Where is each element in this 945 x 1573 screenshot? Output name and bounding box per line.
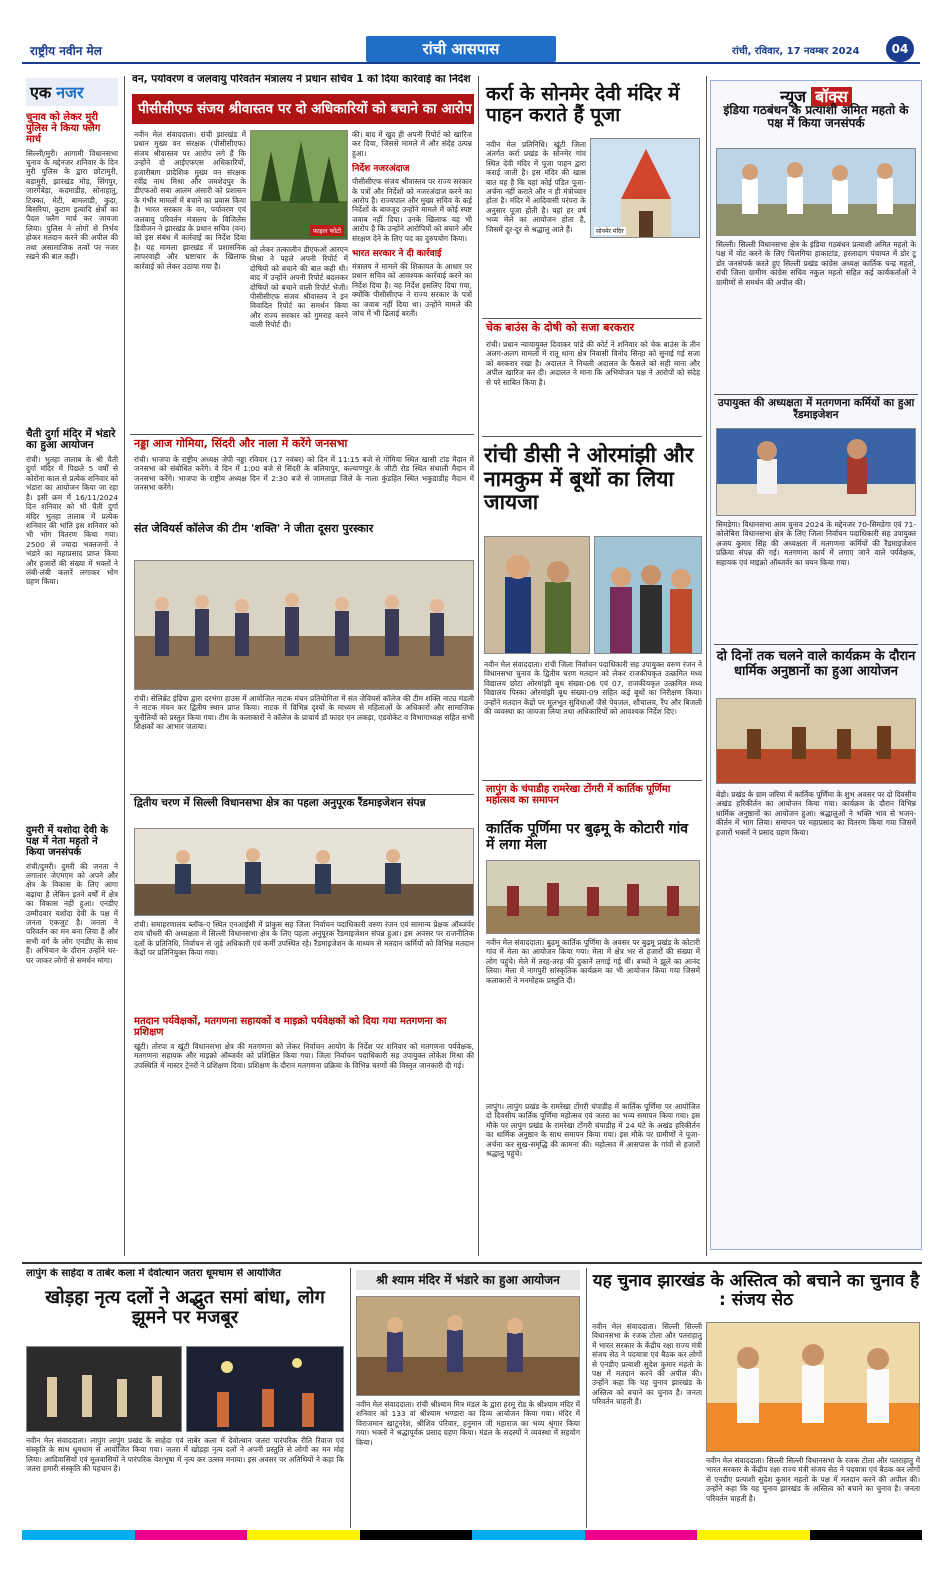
b2-photo bbox=[356, 1296, 580, 1396]
section-divider bbox=[22, 1262, 922, 1264]
b3-headline: यह चुनाव झारखंड के अस्तित्व को बचाने का चुनाव है : संजय सेठ bbox=[592, 1271, 920, 1311]
a4-body-2: खूंटी। तोरपा व खूंटी विधानसभा क्षेत्र की मतगणना को लेकर निर्वाचन आयोग के निर्देश पर शनिवार को मतगणना पर्यवेक्षक, मतगणना सहायक और माइक्रो ऑब्जर्वर को प्रशिक्षित किया गया। जिला निर्वाचन पदाधिकारी सह उपायुक्त लोकेश मिश्रा की उपस्थिति में मास्टर ट्रेनरों ने प्रशिक्षण दिया। प्रशिक्षण के दौरान मतगणना प्रक्रिया के विभिन्न चरणों की विस्तृत जानकारी दी गई। bbox=[134, 1042, 474, 1070]
bhandara-image bbox=[357, 1297, 580, 1396]
a5-body: नवीन मेल प्रतिनिधि। खूंटी जिला अंतर्गत कर्रा प्रखंड के सोनमेर गांव स्थित देवी मंदिर में पूजा पाहन द्वारा कराई जाती है। इस मंदिर की खास बात यह है कि यहां कोई पंडित पूजा-अर्चना नहीं कराते और न ही मंत्रोच्चार होता है। मंदिर में आदिवासी परंपरा के अनुसार पूजा होती है। यहां हर वर्ष भव्य मेले का आयोजन होता है, जिसमें दूर-दूर से श्रद्धालु आते हैं। bbox=[486, 140, 586, 234]
a1-kicker: वन, पर्यावरण व जलवायु परिवर्तन मंत्रालय ने प्रधान सचिव 1 को दिया कार्रवाई का निर्देश bbox=[132, 74, 471, 85]
masthead bbox=[22, 36, 920, 64]
a1-headline-banner bbox=[132, 94, 474, 124]
row-divider bbox=[714, 644, 918, 645]
box-photo-2 bbox=[716, 428, 916, 516]
b1-kicker: लापुंग के साहेदा व ताबेर कला में देवोत्थान जतरा धूमधाम से आयोजित bbox=[26, 1268, 281, 1279]
a5-temple-photo bbox=[590, 138, 700, 238]
b1-body: नवीन मेल संवाददाता। लापुंग लापुंग प्रखंड के साहेदा एवं ताबेर कला में देवोत्थान जतरा पारंपरिक रीति रिवाज एवं संस्कृति के साथ धूमधाम से आयोजित किया गया। जतरा में खोड़हा नृत्य दलों ने अपनी प्रस्तुति से लोगों का मन मोह लिया। आदिवासियों एवं मूलवासियों ने पारंपरिक वेशभूषा में नृत्य कर उत्सव मनाया। इस अवसर पर अतिथियों ने कहा कि जतरा हमारी संस्कृति की पहचान है। bbox=[26, 1436, 344, 1474]
b1-photo-1 bbox=[26, 1346, 182, 1432]
ek-nazar-label bbox=[26, 78, 118, 106]
section-title: रांची आसपास bbox=[422, 40, 500, 58]
rally-image bbox=[707, 1323, 920, 1452]
edition-date: रांची, रविवार, 17 नवम्बर 2024 bbox=[732, 46, 860, 57]
ek-nazar-label-a: एक bbox=[30, 83, 52, 102]
dc-inspection-image bbox=[485, 537, 590, 654]
black-swatch bbox=[810, 1530, 923, 1540]
a1-column-3 bbox=[352, 130, 472, 430]
a1-subhead-2: भारत सरकार ने दी कार्रवाई bbox=[352, 249, 442, 260]
black-swatch bbox=[360, 1530, 473, 1540]
a7-photo-1 bbox=[484, 536, 590, 654]
row-divider bbox=[130, 794, 474, 795]
randomization-meeting-image bbox=[717, 429, 916, 516]
news-box-label-a: न्यूज bbox=[780, 87, 807, 106]
a1-col3-text-b: पीसीसीएफ संजय श्रीवास्तव पर राज्य सरकार के पत्रों और निर्देशों को नजरअंदाज करने का आरोप है। राज्यपाल और मुख्य सचिव के कई निर्देशों के बावजूद उन्होंने मामले में कोई स्पष्ट जवाब नहीं दिया। उनके खिलाफ यह भी आरोप है कि उन्होंने आरोपियों को बचाने और संरक्षण देने के लिए पद का दुरुपयोग किया। bbox=[352, 177, 472, 243]
ek-nazar-text-3: रांची/दुमरी। दुमरी की जनता ने लगातार जेएमएम को अपने और क्षेत्र के विकास के लिए आगा बढ़ाया है लेकिन इतने वर्षों में क्षेत्र का विकास नहीं हुआ। एनडीए उम्मीदवार यशोदा देवी के पक्ष में जनता एकजुट है। जनता ने परिवर्तन का मन बना लिया है और सभी वर्ग के लोग एनडीए के साथ हैं। अभियान के दौरान उन्होंने घर-घर जाकर लोगों से समर्थन मांगा। bbox=[26, 861, 118, 965]
ek-nazar-column bbox=[26, 78, 118, 1248]
a1-col3-text-c: मंत्रालय ने मामले की शिकायत के आधार पर प्रधान सचिव को आवश्यक कार्रवाई करने का निर्देश दिया है। यह निर्देश इसलिए दिया गया, क्योंकि पीसीसीएफ ने राज्य सरकार के पत्रों का जवाब नहीं दिया था। उन्होंने मामले की जांच में भी ढिलाई बरती। bbox=[352, 262, 472, 319]
a3-body: रांची। सेलिब्रेट इंडिया द्वारा दरभंगा हाउस में आयोजित नाटक मंचन प्रतियोगिता में संत जेवियर्स कॉलेज की टीम शक्ति नाट्य मंडली ने नाटक मंचन कर द्वितीय स्थान प्राप्त किया। नाटक में विभिन्न दृश्यों के माध्यम से महिलाओं के अधिकारों और सामाजिक चुनौतियों को प्रस्तुत किया गया। टीम के कलाकारों ने कॉलेज के प्राचार्य डॉ फादर एन लकड़ा, एडवोकेट व विभागाध्यक्ष सहित सभी शिक्षकों का आभार जताया। bbox=[134, 694, 474, 732]
b2-headline: श्री श्याम मंदिर में भंडारे का हुआ आयोजन bbox=[376, 1273, 560, 1287]
a8-body-lower: लापुंग। लापुंग प्रखंड के रामरेखा टोंगरी चंपाडीह में कार्तिक पूर्णिमा पर आयोजित दो दिवसीय कार्तिक पूर्णिमा महोत्सव एवं जतरा का भव्य समापन किया गया। इस मौके पर लापुंग प्रखंड के रामरेखा टोंगरी चंपाडीह में 24 घंटे के अखंड हरिकीर्तन का धार्मिक अनुष्ठान के साथ समापन किया गया। इस मौके पर ग्रामीणों ने पूजा-अर्चना कर सुख-समृद्धि की कामना की। महोत्सव में आसपास के गांवों से हजारों श्रद्धालु पहुंचे। bbox=[486, 1102, 700, 1159]
row-divider bbox=[482, 780, 702, 781]
a1-subhead-1: निर्देश नजरअंदाज bbox=[352, 164, 410, 175]
a1-column-1: नवीन मेल संवाददाता। रांची झारखंड में प्रधान मुख्य वन संरक्षक (पीसीसीएफ) संजय श्रीवास्तव पर आरोप लगे हैं कि उन्होंने दो आईएफएस अधिकारियों, हजारीबाग प्रादेशिक मुख्य वन संरक्षक रवींद्र नाथ मिश्रा और जमशेदपुर के डीएफओ सबा आलम अंसारी को प्रशासन के गंभीर मामलों में बचाने का प्रयास किया है। भारत सरकार के वन, पर्यावरण एवं जलवायु परिवर्तन मंत्रालय के विजिलेंस डिवीजन ने झारखंड के प्रधान सचिव (वन) को इस संबंध में कार्रवाई का निर्देश दिया है। यह मामला झारखंड में प्रशासनिक लापरवाही और भ्रष्टाचार के खिलाफ कार्रवाई को लेकर उठाया गया है। bbox=[134, 130, 246, 271]
a9-body: नवीन मेल संवाददाता। बुढ़मू कार्तिक पूर्णिमा के अवसर पर बुढ़मू प्रखंड के कोटारी गांव में मेला का आयोजन किया गया। मेला में क्षेत्र भर से हजारों की संख्या में लोग पहुंचे। मेले में तरह-तरह की दुकानें लगाई गई थीं। बच्चों ने झूले का आनंद लिया। मेला में नागपुरी सांस्कृतिक कार्यक्रम का भी आयोजन किया गया जिसमें कलाकारों ने मनमोहक प्रस्तुति दी। bbox=[486, 938, 700, 985]
ek-nazar-headline-1: चुनाव को लेकर मुरी पुलिस ने किया फ्लैग मार्च bbox=[26, 112, 101, 146]
b3-body-2: नवीन मेल संवाददाता। सिल्ली सिल्ली विधानसभा के रजक टोला और पतराहातु में भारत सरकार के केंद्रीय रक्षा राज्य मंत्री संजय सेठ ने पदयात्रा एवं बैठक कर लोगों से एनडीए प्रत्याशी सुदेश कुमार महतो के पक्ष में मतदान करने की अपील की। उन्होंने कहा कि यह चुनाव झारखंड के अस्तित्व को बचाने का चुनाव है। जनता परिवर्तन चाहती है। bbox=[706, 1456, 920, 1503]
section-title-banner bbox=[366, 36, 556, 62]
column-divider bbox=[706, 76, 707, 1256]
a4-body: रांची। समाहरणालय ब्लॉक-ए स्थित एनआईसी में प्रांकुस सह जिला निर्वाचन पदाधिकारी वरुण रंजन एवं सामान्य प्रेक्षक ऑब्जर्वर राय चौधरी की अध्यक्षता में सिल्ली विधानसभा क्षेत्र के लिए पहला अनुपूरक रैंडमाइजेशन संपन्न हुआ। इस अवसर पर राजनीतिक दलों के प्रतिनिधि, निर्वाचन से जुड़े अधिकारी एवं कर्मी उपस्थित रहे। रैंडमाइजेशन के माध्यम से मतदान कर्मियों को विभिन्न मतदान केंद्रों पर प्रतिनियुक्त किया गया। bbox=[134, 920, 474, 958]
b1-headline: खोड़हा नृत्य दलों ने अद्भुत समां बांधा, लोग झूमने पर मजबूर bbox=[45, 1287, 325, 1329]
a6-headline: चेक बाउंस के दोषी को सजा बरकरार bbox=[486, 321, 635, 334]
ek-nazar-headline-3: दुमरी में यशोदा देवी के पक्ष में नेता महतो ने किया जनसंपर्क bbox=[26, 825, 109, 859]
b1-photo-2 bbox=[186, 1346, 344, 1432]
a7-photo-2 bbox=[594, 536, 702, 654]
box-headline-2: उपायुक्त की अध्यक्षता में मतगणना कर्मियों का हुआ रैंडमाइजेशन bbox=[717, 397, 915, 421]
dance-group-image bbox=[27, 1347, 182, 1432]
a9-headline: कार्तिक पूर्णिमा पर बुढ़मू के कोटारी गांव में लगा मेला bbox=[486, 821, 689, 853]
ek-nazar-headline-2: चैती दुर्गा मंदिर में भंडारे का हुआ आयोजन bbox=[26, 427, 116, 452]
a1-col3-text-a: की। बाद में खुद ही अपनी रिपोर्ट को खारिज कर दिया, जिससे मामले में और संदेह उत्पन्न हुआ। bbox=[352, 130, 472, 158]
a5-photo-caption: सोनमेर मंदिर bbox=[596, 228, 624, 235]
a3-headline: संत जेवियर्स कॉलेज की टीम 'शक्ति' ने जीता दूसरा पुरस्कार bbox=[134, 522, 374, 535]
yellow-swatch bbox=[697, 1530, 810, 1540]
column-divider bbox=[478, 76, 479, 1256]
row-divider bbox=[130, 434, 474, 435]
temple-image bbox=[591, 139, 700, 238]
a4-subhead: मतदान पर्यवेक्षकों, मतगणना सहायकों व माइक्रो पर्यवेक्षकों को दिया गया मतगणना का प्रशिक्षण bbox=[134, 1016, 447, 1039]
magenta-swatch bbox=[585, 1530, 698, 1540]
night-festival-image bbox=[187, 1347, 344, 1432]
b3-photo bbox=[706, 1322, 920, 1452]
a1-headline: पीसीसीएफ संजय श्रीवास्तव पर दो अधिकारियों को बचाने का आरोप bbox=[138, 101, 472, 117]
a2-headline: नड्डा आज गोमिया, सिंदरी और नाला में करेंगे जनसभा bbox=[134, 437, 348, 450]
a4-headline: द्वितीय चरण में सिल्ली विधानसभा क्षेत्र का पहला अनुपूरक रैंडमाइजेशन संपन्न bbox=[134, 797, 426, 809]
print-color-strip bbox=[22, 1530, 922, 1540]
polling-booth-image bbox=[595, 537, 702, 654]
box-photo-1 bbox=[716, 148, 916, 236]
cyan-swatch bbox=[472, 1530, 585, 1540]
paper-name: राष्ट्रीय नवीन मेल bbox=[30, 44, 102, 58]
news-box-label-b: बॉक्स bbox=[811, 87, 852, 106]
a7-headline: रांची डीसी ने ओरमांझी और नामकुम में बूथों का लिया जायजा bbox=[484, 443, 694, 515]
b2-body: नवीन मेल संवाददाता। रांची श्रीश्याम मित्र मंडल के द्वारा हरमू रोड के श्रीश्याम मंदिर में शनिवार को 133 वां श्रीश्याम भण्डारा का दिव्य आयोजन किया गया। मंदिर में विराजमान खाटूनरेश, श्रीशिव परिवार, हनुमान जी महाराज का भव्य श्रृंगार किया गया। भक्तों ने श्रद्धापूर्वक प्रसाद ग्रहण किया। मंडल के सदस्यों ने व्यवस्था में सहयोग किया। bbox=[356, 1400, 580, 1447]
row-divider bbox=[482, 436, 702, 437]
a8-headline: लापुंग के चंपाडीह रामरेखा टोंगरी में कार्तिक पूर्णिमा महोत्सव का समापन bbox=[486, 784, 671, 807]
forest-image bbox=[251, 131, 348, 240]
ek-nazar-label-b: नजर bbox=[56, 83, 84, 102]
a1-column-2: को लेकर तत्कालीन डीएफओ आरएन मिश्रा ने पहले अपनी रिपोर्ट में दोषियों को बचाने की बात कही थी। बाद में उन्होंने अपनी रिपोर्ट बदलकर दोषियों को बचाने वाली रिपोर्ट भेजी। पीसीसीएफ संजय श्रीवास्तव ने इन विवादित रिपोर्ट का समर्थन किया और राज्य सरकार को गुमराह करने वाली रिपोर्ट दी। bbox=[250, 245, 348, 330]
page-number: 04 bbox=[886, 36, 914, 62]
a7-body: नवीन मेल संवाददाता। रांची जिला निर्वाचन पदाधिकारी सह उपायुक्त वरुण रंजन ने विधानसभा चुनाव के द्वितीय चरण मतदान को लेकर राजकीयकृत उत्क्रमित मध्य विद्यालय छोटा ओरमांझी बूथ संख्या-06 एवं 07, राजकीयकृत उत्क्रमित मध्य विद्यालय पिस्का ओरमांझी बूथ संख्या-09 सहित कई बूथों का निरीक्षण किया। उन्होंने मतदान केंद्रों पर मूलभूत सुविधाओं जैसे पेयजल, शौचालय, रैंप और बिजली की व्यवस्था का जायजा लिया तथा अधिकारियों को आवश्यक निर्देश दिए। bbox=[484, 660, 702, 717]
a6-body: रांची। प्रधान न्यायायुक्त दिवाकर पांडे की कोर्ट ने शनिवार को चेक बाउंस के तीन अलग-अलग मामलों में रातू थाना क्षेत्र निवासी विनोद सिन्हा को सुनाई गई सजा को बरकरार रखा है। अदालत ने निचली अदालत के फैसले को सही माना और अपील खारिज कर दी। अदालत ने माना कि अभियोजन पक्ष ने आरोपों को संदेह से परे साबित किया है। bbox=[486, 340, 700, 387]
campaign-image bbox=[717, 149, 916, 236]
ek-nazar-text-1: सिल्ली/मुरी। आगामी विधानसभा चुनाव के मद्देनजर शनिवार के दिन मुरी पुलिस के द्वारा छोटामुरी, बड़ामुरी, झारखंड मोड़, सिंगपुर, जारगेबेड़ा, कदमाडीह, सोनाहातु, टिक्का, मेटी, बामलाडी, कुदा, बिसरिया, कुटाम इत्यादि क्षेत्रों का पैदल फ्लैग मार्च कर जायजा लिया। पुलिस ने लोगों से निर्भय होकर मतदान करने की अपील की तथा असामाजिक तत्वों पर नजर रखने की बात कही। bbox=[26, 148, 118, 262]
village-fair-image bbox=[487, 861, 700, 934]
magenta-swatch bbox=[135, 1530, 248, 1540]
college-team-image bbox=[135, 561, 474, 690]
a1-forest-photo bbox=[250, 130, 348, 240]
row-divider bbox=[482, 318, 702, 319]
a9-photo bbox=[486, 860, 700, 934]
ek-nazar-text-2: रांची। भुतहा तालाब के श्री चैती दुर्गा मंदिर में पिछले 5 वर्षों से कोरोना काल से प्रत्येक शनिवार को भंडारा का आयोजन किया जा रहा है। इसी क्रम में 16/11/2024 दिन शनिवार को भी चैती दुर्गा मंदिर भुतहा तालाब में प्रत्येक शनिवार की भांति इस शनिवार को भी भोग वितरण किया गया। 2500 से ज्यादा भक्तजनों ने भंडारे का महाप्रसाद प्राप्त किया और हजारों की संख्या में भक्तों ने लंबी-लंबी कतारें लगाकर भोग ग्रहण किया। bbox=[26, 455, 118, 587]
a3-photo bbox=[134, 560, 474, 690]
row-divider bbox=[714, 394, 918, 395]
box-headline-3: दो दिनों तक चलने वाले कार्यक्रम के दौरान धार्मिक अनुष्ठानों का हुआ आयोजन bbox=[716, 649, 916, 679]
religious-ritual-image bbox=[717, 699, 916, 784]
b3-body: नवीन मेल संवाददाता। सिल्ली सिल्ली विधानसभा के रजक टोला और पतराहातु में भारत सरकार के केंद्रीय रक्षा राज्य मंत्री संजय सेठ ने पदयात्रा एवं बैठक कर लोगों से एनडीए प्रत्याशी सुदेश कुमार महतो के पक्ष में मतदान करने की अपील की। उन्होंने कहा कि यह चुनाव झारखंड के अस्तित्व को बचाने का चुनाव है। जनता परिवर्तन चाहती है। bbox=[592, 1322, 702, 1407]
column-divider bbox=[124, 76, 125, 1256]
b2-headline-bar bbox=[356, 1270, 580, 1290]
box-body: सिल्ली। सिल्ली विधानसभा क्षेत्र के इंडिया गठबंधन प्रत्याशी अमित महतो के पक्ष में वोट करने के लिए चिलगिया हाकाटांड, हरलादाग पंचायत में डोर टू डोर जनसंपर्क करते हुए सिल्ली प्रखंड कांग्रेस अध्यक्ष कार्तिक चन्द्र महतो, रांची जिला ग्रामीण कांग्रेस सचिव नकुल महतो सहित कई कार्यकर्ताओं ने ग्रामीणों से समर्थन की अपील की। bbox=[716, 240, 916, 287]
a5-body-2 bbox=[590, 242, 700, 276]
box-body-3: बेड़ो। प्रखंड के ग्राम जरिया में कार्तिक पूर्णिमा के शुभ अवसर पर दो दिवसीय अखंड हरिकीर्तन का आयोजन किया गया। कार्यक्रम के दौरान विभिन्न धार्मिक अनुष्ठानों का आयोजन हुआ। श्रद्धालुओं ने भक्ति भाव से भजन-कीर्तन में भाग लिया। समापन पर महाप्रसाद का वितरण किया गया जिसमें हजारों भक्तों ने प्रसाद ग्रहण किया। bbox=[716, 790, 916, 837]
column-divider bbox=[586, 1268, 587, 1528]
box-photo-3 bbox=[716, 698, 916, 784]
cyan-swatch bbox=[22, 1530, 135, 1540]
yellow-swatch bbox=[247, 1530, 360, 1540]
a5-headline: कर्रा के सोनमेर देवी मंदिर में पाहन कराते हैं पूजा bbox=[486, 83, 680, 127]
box-body-2: सिमडेगा। विधानसभा आम चुनाव 2024 के मद्देनजर 70-सिमडेगा एवं 71-कोलेबिरा विधानसभा क्षेत्र के लिए जिला निर्वाचन पदाधिकारी सह उपायुक्त अजय कुमार सिंह की अध्यक्षता में मतगणना कर्मियों की रैंडमाइजेशन प्रक्रिया संपन्न की गई। मतगणना कार्य में लगाए जाने वाले पर्यवेक्षक, सहायक एवं माइक्रो ऑब्जर्वर का चयन किया गया। bbox=[716, 520, 916, 567]
a4-photo bbox=[134, 828, 474, 916]
column-divider bbox=[350, 1268, 351, 1528]
a2-body: रांची। भाजपा के राष्ट्रीय अध्यक्ष जेपी नड्डा रविवार (17 नवंबर) को दिन में 11:15 बजे से गोमिया स्थित खासी टांड़ मैदान में जनसभा को संबोधित करेंगे। वे दिन में 1:00 बजे से सिंदरी के बलियापुर, कल्याणपुर के जीटी रोड स्थित संथाली मैदान में जनसभा करेंगे। भाजपा के राष्ट्रीय अध्यक्ष दिन में 2:30 बजे से जामताड़ा जिले के नाला कुंडहित स्थित भकुडाडीह मैदान में जनसभा करेंगे। bbox=[134, 455, 474, 493]
a1-photo-caption: फाइल फोटो bbox=[310, 225, 344, 236]
box-headline: इंडिया गठबंधन के प्रत्याशी अमित महतो के पक्ष में किया जनसंपर्क bbox=[723, 103, 909, 131]
meeting-room-image bbox=[135, 829, 474, 916]
